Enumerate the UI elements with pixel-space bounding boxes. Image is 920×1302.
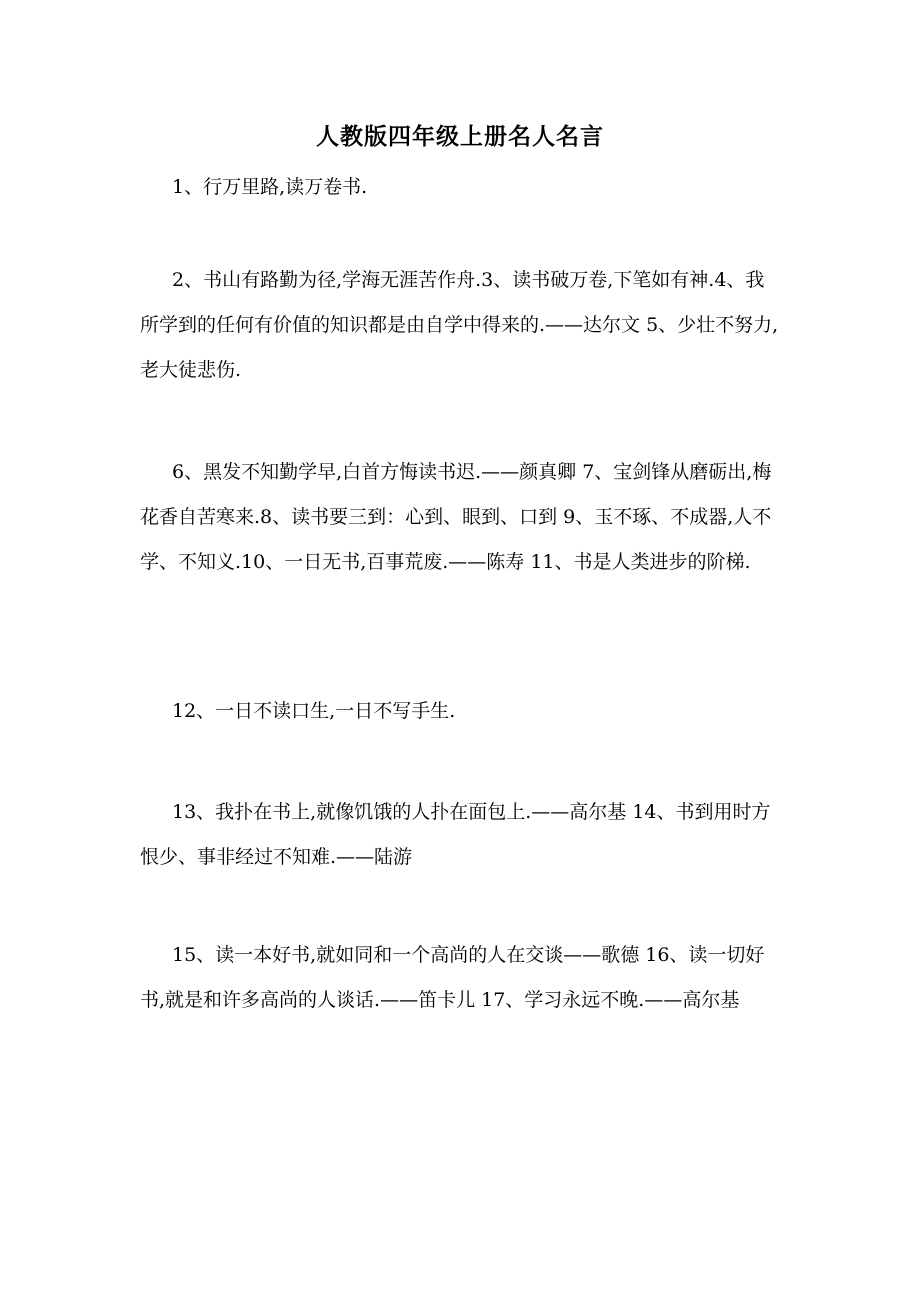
quote-paragraph-3: 6、黑发不知勤学早,白首方悔读书迟.——颜真卿 7、宝剑锋从磨砺出,梅花香自苦寒来.8、读书要三到：心到、眼到、口到 9、玉不琢、不成器,人不学、不知义.10、一日无书,百事荒废.——陈寿 11、书是人类进步的阶梯. [140, 461, 772, 573]
quote-paragraph-4: 12、一日不读口生,一日不写手生. [172, 700, 456, 722]
quote-paragraph-1: 1、行万里路,读万卷书. [172, 176, 368, 198]
document-title: 人教版四年级上册名人名言 [316, 123, 604, 150]
quote-paragraph-6: 15、读一本好书,就如同和一个高尚的人在交谈——歌德 16、读一切好书,就是和许多高尚的人谈话.——笛卡儿 17、学习永远不晚.——高尔基 [140, 944, 765, 1011]
quote-paragraph-2: 2、书山有路勤为径,学海无涯苦作舟.3、读书破万卷,下笔如有神.4、我所学到的任何有价值的知识都是由自学中得来的.——达尔文 5、少壮不努力,老大徒悲伤. [140, 269, 779, 381]
quote-paragraph-5: 13、我扑在书上,就像饥饿的人扑在面包上.——高尔基 14、书到用时方恨少、事非经过不知难.——陆游 [140, 801, 771, 868]
